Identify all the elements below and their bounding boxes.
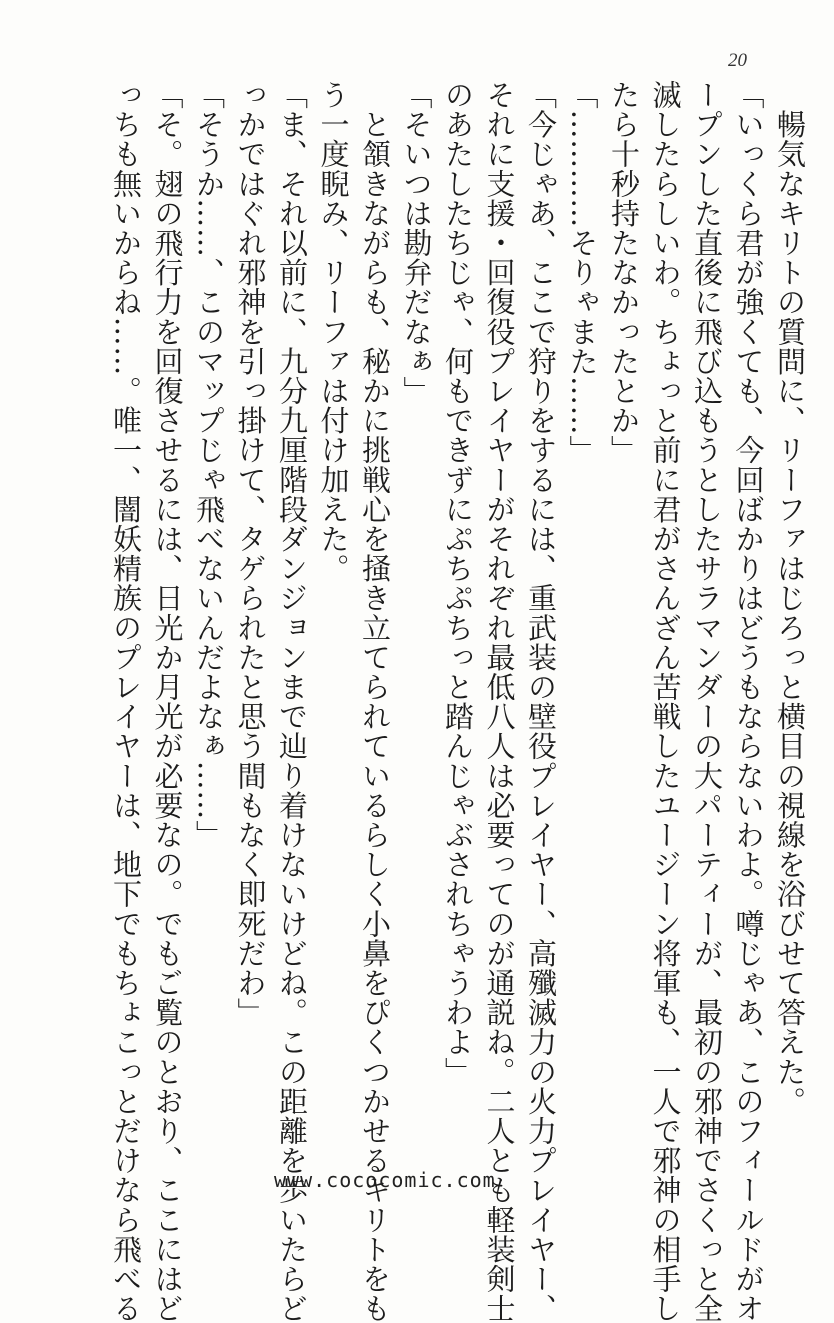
text-line: それに支援・回復役プレイヤーがそれぞれ最低八人は必要ってのが通説ね。二人とも軽装剣士	[482, 80, 517, 1323]
text-line: っかではぐれ邪神を引っ掛けて、タゲられたと思う間もなく即死だわ」	[233, 80, 268, 1028]
text-line: 「いっくら君が強くても、今回ばかりはどうもならないわよ。噂じゃあ、このフィールドがオ	[731, 80, 766, 1323]
text-line: 「そいつは勘弁だなぁ」	[399, 80, 434, 406]
text-line: たら十秒持たなかったとか」	[607, 80, 641, 465]
text-line: 「今じゃあ、ここで狩りをするには、重武装の壁役プレイヤー、高殲滅力の火力プレイヤー、	[524, 80, 558, 1323]
site-watermark: www.cococomic.com	[274, 1168, 496, 1192]
page-number: 20	[728, 50, 747, 71]
text-line: ープンした直後に飛び込もうとしたサラマンダーの大パーティーが、最初の邪神でさくっと全	[690, 80, 724, 1323]
text-line: 滅したらしいわ。ちょっと前に君がさんざん苦戦したユージーン将軍も、一人で邪神の相手し	[648, 80, 683, 1323]
text-line: と頷きながらも、秘かに挑戦心を掻き立てられているらしく小鼻をぴくつかせるキリトをも	[358, 80, 392, 1323]
text-line: う一度睨み、リーファは付け加えた。	[316, 80, 351, 584]
text-line: 「そうか……、このマップじゃ飛べないんだよなぁ……」	[192, 80, 226, 850]
text-line: のあたしたちじゃ、何もできずにぷちぷちっと踏んじゃぶされちゃうわよ」	[441, 80, 475, 1087]
text-line: 暢気なキリトの質問に、リーファはじろっと横目の視線を浴びせて答えた。	[773, 80, 807, 1116]
text-line: 「…………そりゃまた……」	[565, 80, 600, 465]
text-line: 「ま、それ以前に、九分九厘階段ダンジョンまで辿り着けないけどね。この距離を歩いたらど	[275, 80, 309, 1323]
text-line: 「そ。翅の飛行力を回復させるには、日光か月光が必要なの。でもご覧のとおり、ここにはど	[150, 80, 185, 1323]
text-line: っちも無いからね……。唯一、闇妖精族のプレイヤーは、地下でもちょこっとだけなら飛べる	[109, 80, 143, 1323]
